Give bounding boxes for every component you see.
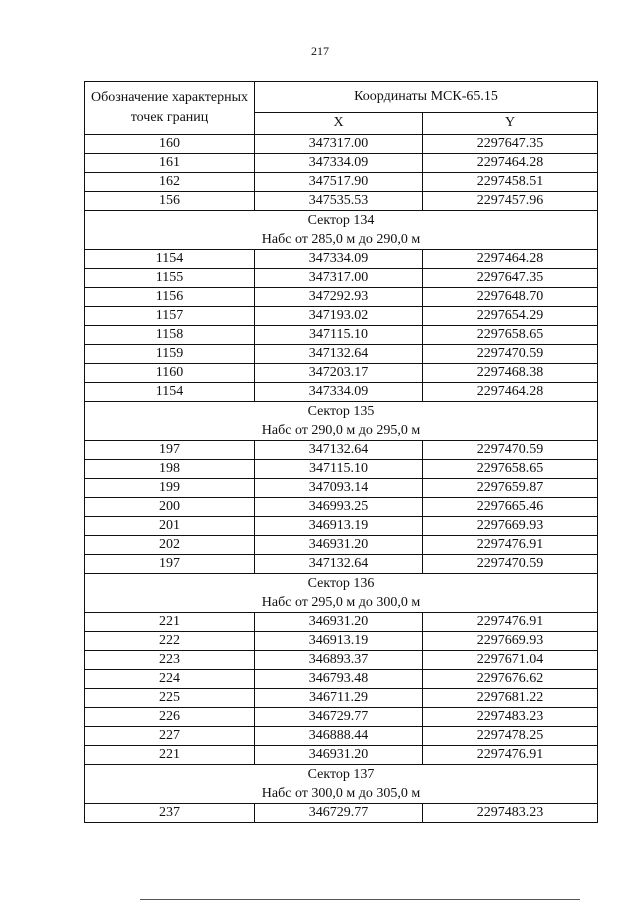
point-id-cell: 197 [85, 441, 255, 460]
x-coordinate-cell: 347132.64 [255, 345, 423, 364]
y-coordinate-cell: 2297681.22 [423, 689, 598, 708]
table-row [85, 173, 598, 192]
point-id-cell: 1154 [85, 383, 255, 402]
x-coordinate-cell: 347334.09 [255, 383, 423, 402]
x-coordinate-cell: 347115.10 [255, 460, 423, 479]
y-coordinate-cell: 2297458.51 [423, 173, 598, 192]
sector-height-range: Набс от 290,0 м до 295,0 м [261, 423, 421, 438]
table-row [85, 460, 598, 479]
y-coordinate-cell: 2297648.70 [423, 288, 598, 307]
y-coordinate-cell: 2297457.96 [423, 192, 598, 211]
table-header-row [85, 82, 598, 113]
table-row [85, 135, 598, 154]
x-coordinate-cell: 347093.14 [255, 479, 423, 498]
x-coordinate-cell: 346893.37 [255, 651, 423, 670]
table-row [85, 727, 598, 746]
point-id-cell: 199 [85, 479, 255, 498]
y-coordinate-cell: 2297676.62 [423, 670, 598, 689]
x-coordinate-cell: 346993.25 [255, 498, 423, 517]
y-coordinate-cell: 2297483.23 [423, 708, 598, 727]
sector-row [85, 574, 598, 613]
y-coordinate-cell: 2297658.65 [423, 460, 598, 479]
y-coordinate-cell: 2297665.46 [423, 498, 598, 517]
table-body [85, 135, 598, 823]
point-id-cell: 198 [85, 460, 255, 479]
table-row [85, 441, 598, 460]
x-coordinate-cell: 347517.90 [255, 173, 423, 192]
x-coordinate-cell: 347132.64 [255, 555, 423, 574]
x-coordinate-cell: 346931.20 [255, 746, 423, 765]
x-coordinate-cell: 347334.09 [255, 250, 423, 269]
coordinates-group-header: Координаты МСК-65.15 [255, 82, 598, 113]
y-coordinate-cell: 2297647.35 [423, 269, 598, 288]
x-coordinate-cell: 347203.17 [255, 364, 423, 383]
sector-row [85, 211, 598, 250]
table-row [85, 746, 598, 765]
point-id-cell: 1160 [85, 364, 255, 383]
y-coordinate-cell: 2297647.35 [423, 135, 598, 154]
x-coordinate-cell: 346913.19 [255, 517, 423, 536]
sector-height-range: Набс от 295,0 м до 300,0 м [261, 595, 421, 610]
y-coordinate-cell: 2297468.38 [423, 364, 598, 383]
point-label-header: Обозначение характерных точек границ [85, 82, 255, 135]
point-id-cell: 1154 [85, 250, 255, 269]
x-coordinate-cell: 346913.19 [255, 632, 423, 651]
sector-title: Сектор 135 [307, 404, 375, 419]
table-row [85, 326, 598, 345]
y-coordinate-cell: 2297470.59 [423, 345, 598, 364]
point-id-cell: 200 [85, 498, 255, 517]
table-row [85, 632, 598, 651]
x-coordinate-cell: 346931.20 [255, 613, 423, 632]
bottom-rule [140, 899, 580, 900]
y-column-header: Y [423, 112, 598, 134]
point-id-cell: 237 [85, 804, 255, 823]
coordinates-table [84, 81, 598, 823]
sector-row [85, 402, 598, 441]
table-row [85, 613, 598, 632]
table-row [85, 383, 598, 402]
x-coordinate-cell: 347292.93 [255, 288, 423, 307]
x-column-header: X [255, 112, 423, 134]
sector-cell [85, 765, 598, 804]
table-row [85, 345, 598, 364]
sector-cell [85, 402, 598, 441]
y-coordinate-cell: 2297464.28 [423, 383, 598, 402]
point-id-cell: 223 [85, 651, 255, 670]
x-coordinate-cell: 347317.00 [255, 269, 423, 288]
x-coordinate-cell: 347193.02 [255, 307, 423, 326]
table-row [85, 498, 598, 517]
table-row [85, 307, 598, 326]
x-coordinate-cell: 347334.09 [255, 154, 423, 173]
table-row [85, 536, 598, 555]
y-coordinate-cell: 2297659.87 [423, 479, 598, 498]
x-coordinate-cell: 346888.44 [255, 727, 423, 746]
y-coordinate-cell: 2297476.91 [423, 613, 598, 632]
sector-cell [85, 574, 598, 613]
point-id-cell: 225 [85, 689, 255, 708]
point-id-cell: 201 [85, 517, 255, 536]
y-coordinate-cell: 2297470.59 [423, 555, 598, 574]
point-id-cell: 227 [85, 727, 255, 746]
x-coordinate-cell: 346711.29 [255, 689, 423, 708]
x-coordinate-cell: 347115.10 [255, 326, 423, 345]
y-coordinate-cell: 2297654.29 [423, 307, 598, 326]
x-coordinate-cell: 346793.48 [255, 670, 423, 689]
table-row [85, 192, 598, 211]
y-coordinate-cell: 2297669.93 [423, 632, 598, 651]
y-coordinate-cell: 2297671.04 [423, 651, 598, 670]
table-row [85, 479, 598, 498]
table-row [85, 269, 598, 288]
x-coordinate-cell: 347535.53 [255, 192, 423, 211]
y-coordinate-cell: 2297470.59 [423, 441, 598, 460]
sector-height-range: Набс от 285,0 м до 290,0 м [261, 232, 421, 247]
point-id-cell: 162 [85, 173, 255, 192]
page-number: 217 [311, 44, 329, 58]
table-row [85, 517, 598, 536]
point-id-cell: 156 [85, 192, 255, 211]
x-coordinate-cell: 347132.64 [255, 441, 423, 460]
point-id-cell: 1157 [85, 307, 255, 326]
point-id-cell: 1156 [85, 288, 255, 307]
point-id-cell: 1158 [85, 326, 255, 345]
point-id-cell: 160 [85, 135, 255, 154]
point-id-cell: 226 [85, 708, 255, 727]
x-coordinate-cell: 346729.77 [255, 708, 423, 727]
y-coordinate-cell: 2297669.93 [423, 517, 598, 536]
table-row [85, 804, 598, 823]
y-coordinate-cell: 2297658.65 [423, 326, 598, 345]
x-coordinate-cell: 347317.00 [255, 135, 423, 154]
point-id-cell: 224 [85, 670, 255, 689]
sector-height-range: Набс от 300,0 м до 305,0 м [261, 786, 421, 801]
x-coordinate-cell: 346729.77 [255, 804, 423, 823]
table-row [85, 364, 598, 383]
table-row [85, 288, 598, 307]
point-id-cell: 1155 [85, 269, 255, 288]
y-coordinate-cell: 2297476.91 [423, 536, 598, 555]
point-id-cell: 161 [85, 154, 255, 173]
point-id-cell: 202 [85, 536, 255, 555]
point-id-cell: 1159 [85, 345, 255, 364]
point-id-cell: 221 [85, 746, 255, 765]
y-coordinate-cell: 2297464.28 [423, 250, 598, 269]
table-row [85, 651, 598, 670]
x-coordinate-cell: 346931.20 [255, 536, 423, 555]
table-row [85, 708, 598, 727]
y-coordinate-cell: 2297464.28 [423, 154, 598, 173]
y-coordinate-cell: 2297478.25 [423, 727, 598, 746]
table-row [85, 670, 598, 689]
table-row [85, 555, 598, 574]
sector-title: Сектор 137 [307, 767, 375, 782]
point-id-cell: 197 [85, 555, 255, 574]
sector-title: Сектор 134 [307, 213, 375, 228]
y-coordinate-cell: 2297476.91 [423, 746, 598, 765]
sector-title: Сектор 136 [307, 576, 375, 591]
point-id-cell: 222 [85, 632, 255, 651]
sector-row [85, 765, 598, 804]
point-id-cell: 221 [85, 613, 255, 632]
y-coordinate-cell: 2297483.23 [423, 804, 598, 823]
table-row [85, 689, 598, 708]
sector-cell [85, 211, 598, 250]
table-row [85, 154, 598, 173]
table-row [85, 250, 598, 269]
